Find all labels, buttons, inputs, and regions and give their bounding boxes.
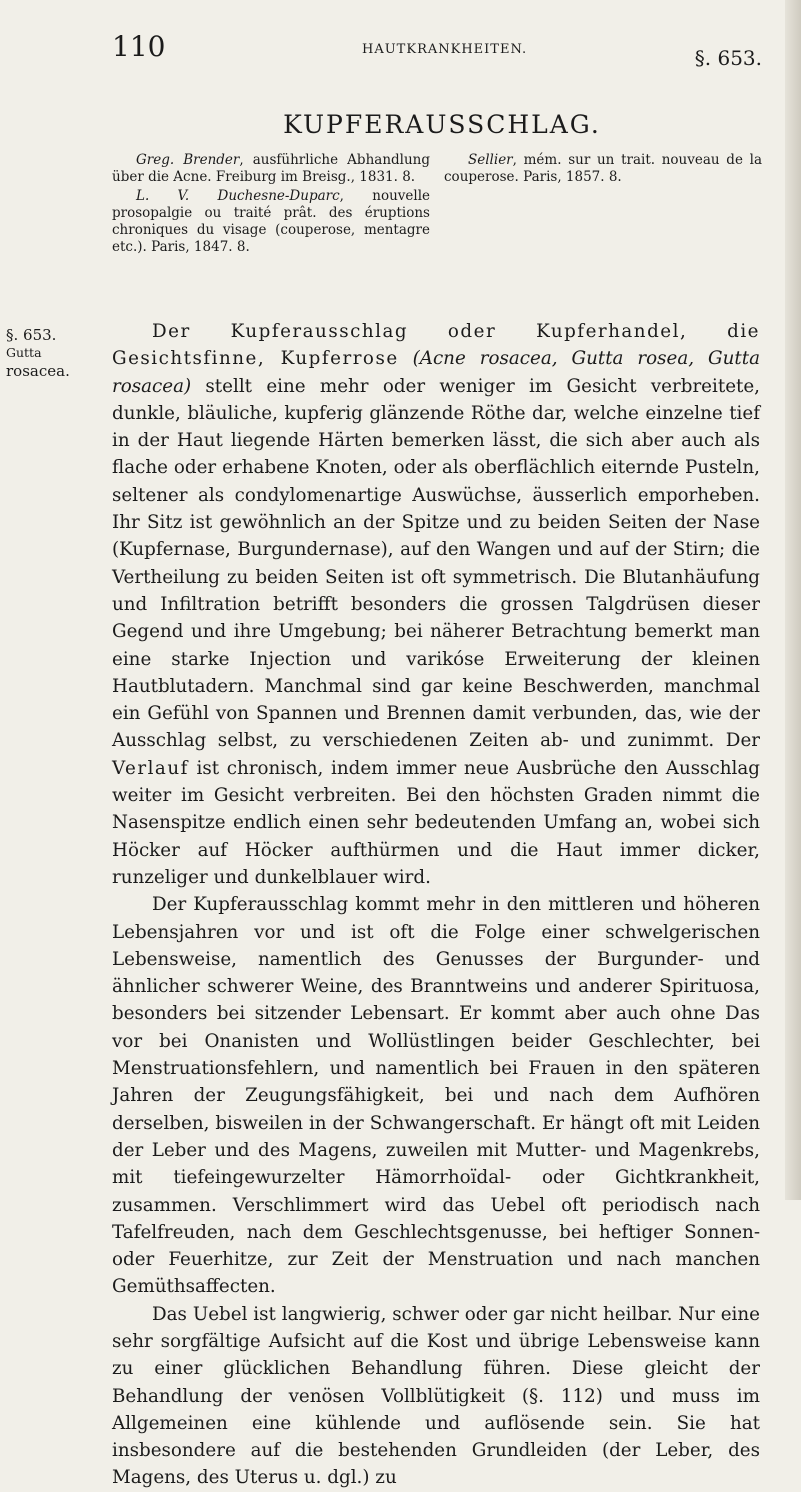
reference-text: , ausführliche Abhandlung über die Acne. Freiburg im Breisg., 1831. 8. <box>112 152 430 185</box>
margin-section: §. 653. <box>6 326 57 344</box>
reference-entry <box>444 152 762 186</box>
reference-entry <box>112 188 430 256</box>
latin-terms: (Acne rosacea, Gutta rosea, Gutta rosacea) <box>112 348 760 397</box>
running-head: HAUTKRANKHEITEN. <box>362 42 528 57</box>
reference-text: , nouvelle prosopalgie ou traité prât. des éruptions chroniques du visage (couperose, mentagre etc.). Paris, 1847. 8. <box>112 188 431 255</box>
reference-author: Sellier <box>468 152 513 168</box>
bibliography-column-right <box>444 152 762 258</box>
page-edge <box>785 0 801 1200</box>
body-text <box>112 318 760 1492</box>
paragraph-text: stellt eine mehr oder weniger im Gesicht verbreitete, dunkle, bläuliche, kupferig glänzende Röthe dar, welche einzelne tief in der Haut liegende Härten bemerken lässt, die sich aber auch als flache oder erhabene Knoten, oder als oberflächlich eiternde Pusteln, seltener als condylomenartige Auswüchse, äusserlich emporheben. Ihr Sitz ist gewöhnlich an der Spitze und zu beiden Seiten der Nase (Kupfernase, Burgundernase), auf den Wangen und auf der Stirn; die Vertheilung zu beiden Seiten ist oft symmetrisch. Die Blutanhäufung und Infiltration betrifft besonders die grossen Talgdrüsen dieser Gegend und ihre Umgebung; bei näherer Betrachtung bemerkt man eine starke Injection und varikóse Erweiterung der kleinen Hautblutadern. Manchmal sind gar keine Beschwerden, manchmal ein Gefühl von Spannen und Brennen damit verbunden, das, wie der Ausschlag selbst, zu verschiedenen Zeiten ab- und zunimmt. Der <box>112 375 760 752</box>
bibliography-column-left <box>112 152 430 258</box>
bibliography <box>112 152 762 258</box>
page-number: 110 <box>112 30 166 63</box>
keyword: Verlauf <box>112 757 189 779</box>
paragraph: Das Uebel ist langwierig, schwer oder gar nicht heilbar. Nur eine sehr sorgfältige Aufsicht auf die Kost und übrige Lebensweise kann zu einer glücklichen Behandlung führen. Diese gleicht der Behandlung der venösen Vollblütigkeit (§. 112) und muss im Allgemeinen eine kühlende und auflösende sein. Sie hat insbesondere auf die bestehenden Grundleiden (der Leber, des Magens, des Uterus u. dgl.) zu <box>112 1303 760 1489</box>
margin-note <box>6 326 102 380</box>
paragraph <box>112 318 760 891</box>
reference-entry <box>112 152 430 186</box>
section-reference: §. 653. <box>694 46 762 70</box>
reference-text: , mém. sur un trait. nouveau de la couperose. Paris, 1857. 8. <box>444 152 762 185</box>
reference-author: Greg. Brender <box>136 152 240 168</box>
reference-author: L. V. Duchesne-Duparc <box>136 188 340 204</box>
paragraph-text: ist chronisch, indem immer neue Ausbrüche den Ausschlag weiter im Gesicht verbreiten. Bei den höchsten Graden nimmt die Nasenspitze endlich einen sehr bedeutenden Umfang an, wobei sich Höcker auf Höcker aufthürmen und die Haut immer dicker, runzeliger und dunkelblauer wird. <box>112 757 760 888</box>
lead-term: Der Kupferausschlag oder Kupferhandel, die Gesichtsfinne, Kupferrose <box>112 321 760 370</box>
chapter-title: KUPFERAUSSCHLAG. <box>283 110 601 139</box>
margin-term-1: Gutta <box>6 345 42 360</box>
paragraph: Der Kupferausschlag kommt mehr in den mittleren und höheren Lebensjahren vor und ist oft die Folge einer schwelgerischen Lebensweise, namentlich des Genusses der Burgunder- und ähnlicher schwerer Weine, des Branntweins und anderer Spirituosa, besonders bei sitzender Lebensart. Er kommt aber auch ohne Das vor bei Onanisten und Wollüstlingen beider Geschlechter, bei Menstruationsfehlern, und namentlich bei Frauen in den späteren Jahren der Zeugungsfähigkeit, bei und nach dem Aufhören derselben, bisweilen in der Schwangerschaft. Er hängt oft mit Leiden der Leber und des Magens, zuweilen mit Mutter- und Magenkrebs, mit tiefeingewurzelter Hämorrhoïdal- oder Gichtkrankheit, zusammen. Verschlimmert wird das Uebel oft periodisch nach Tafelfreuden, nach dem Geschlechtsgenusse, bei heftiger Sonnen- oder Feuerhitze, zur Zeit der Menstruation und nach manchen Gemüthsaffecten. <box>112 894 760 1298</box>
page-header <box>112 30 762 74</box>
margin-term-2: rosacea. <box>6 362 70 380</box>
